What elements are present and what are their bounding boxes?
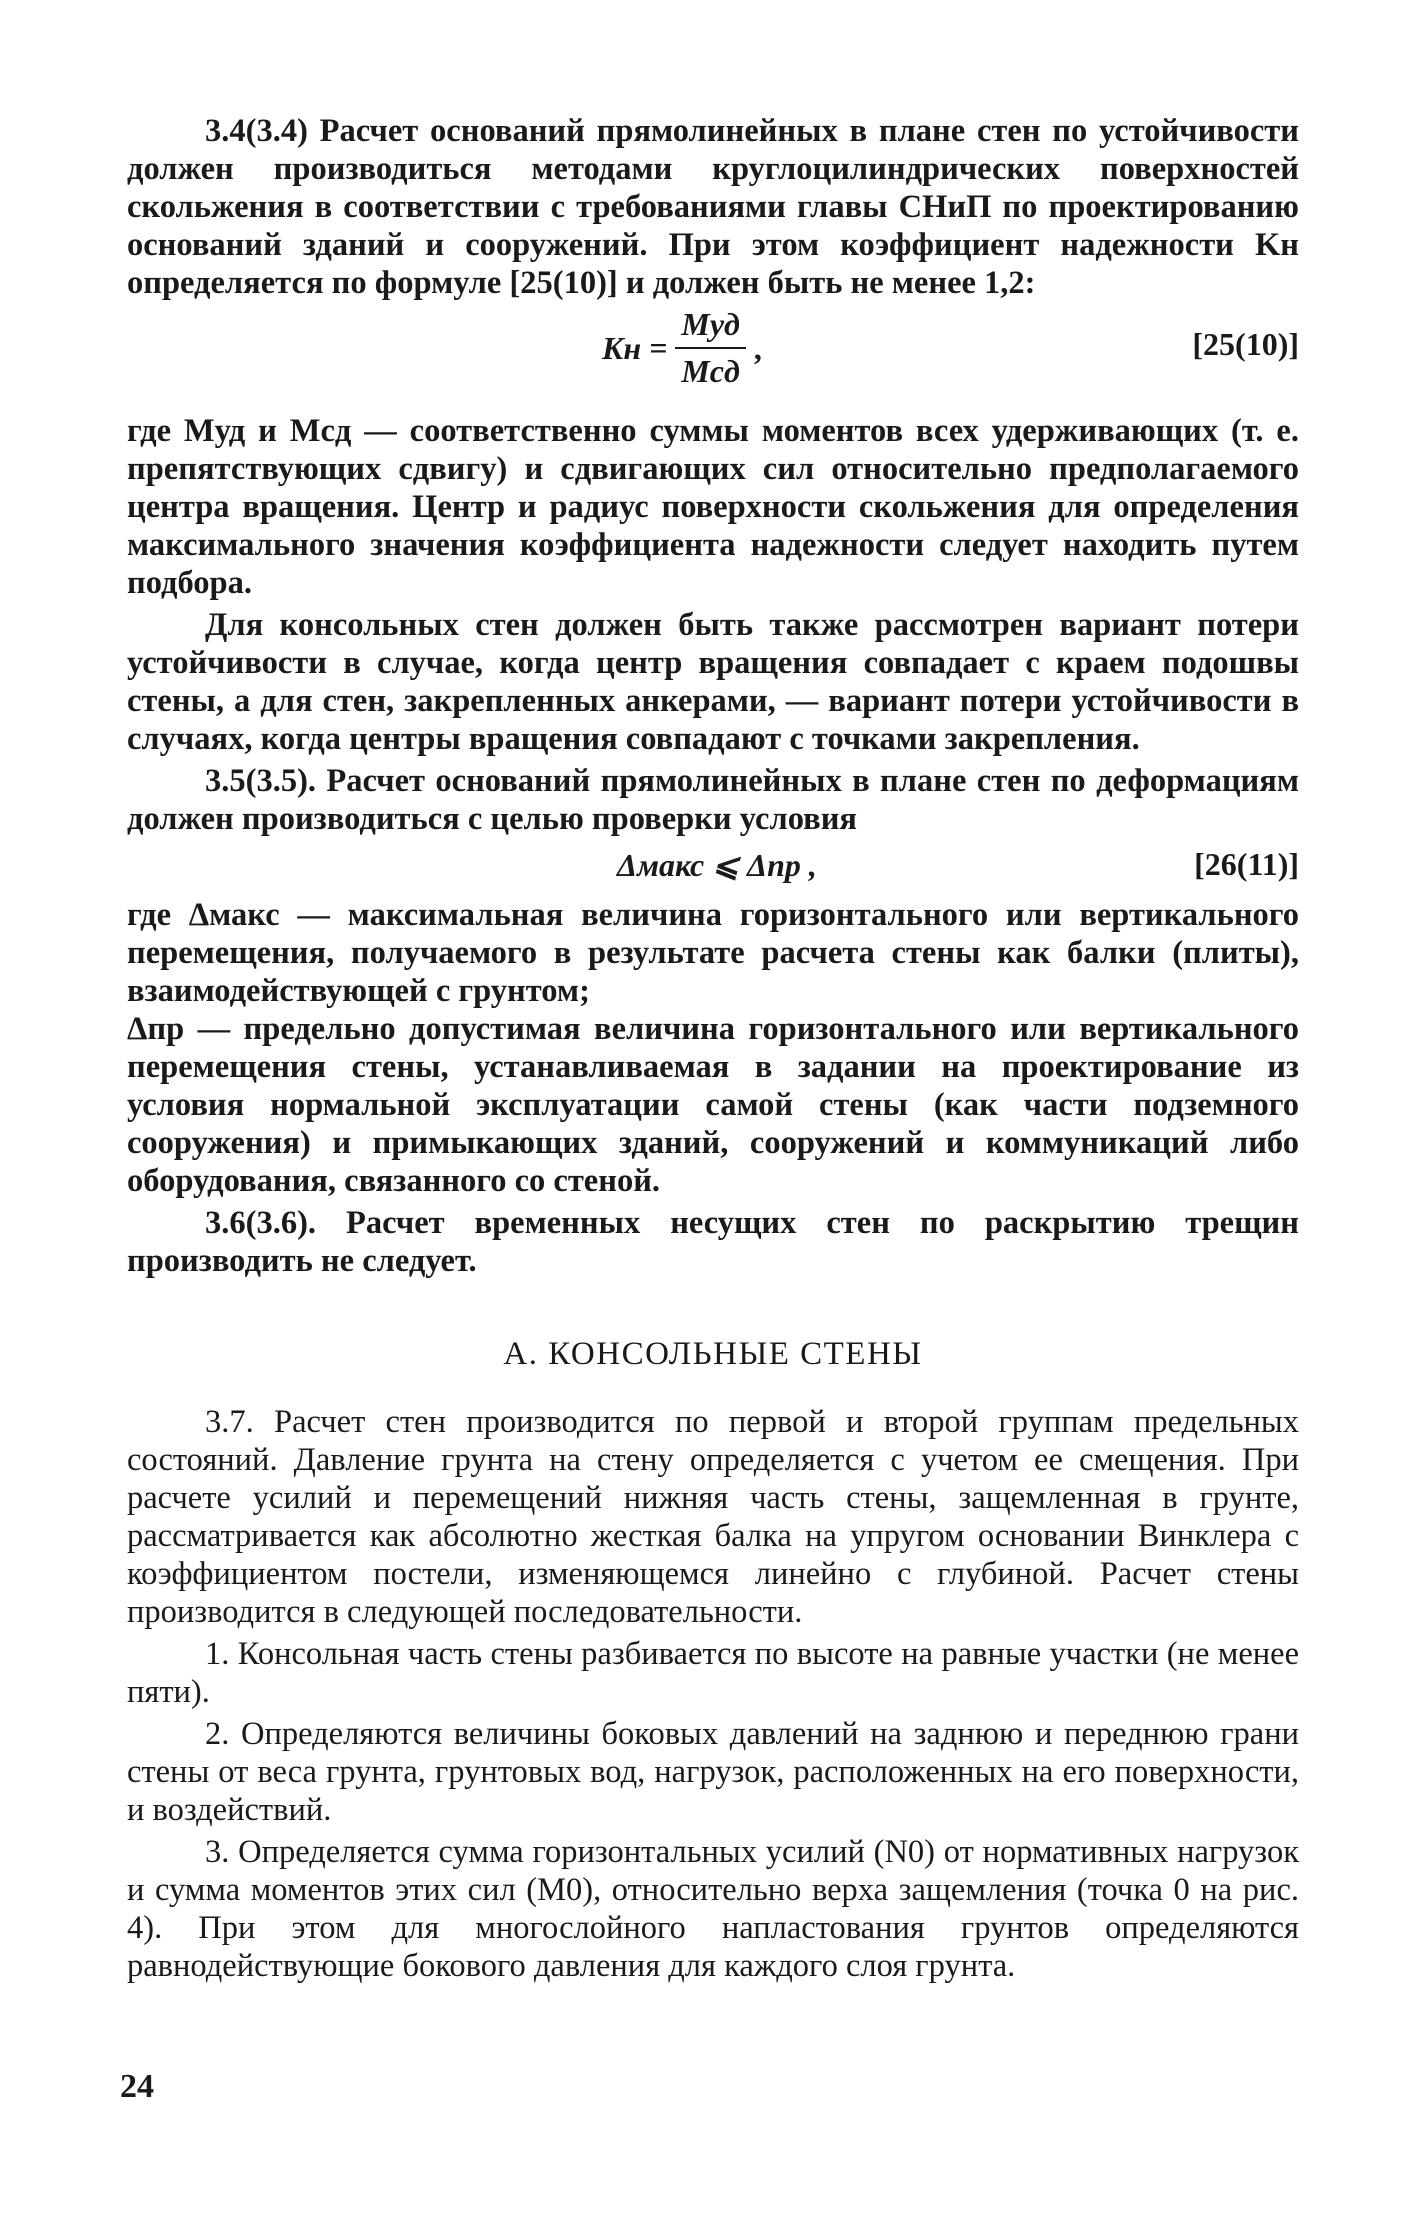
fraction-stack (675, 306, 746, 390)
paragraph-console-walls: Для консольных стен должен быть также рассмотрен вариант потери устойчивости в случае, когда центр вращения совпадает с краем подошвы стены, а для стен, закрепленных анкерами, — вариант потери устойчивости в случаях, когда центры вращения совпадают с точками закрепления. (127, 607, 1299, 757)
document-page (127, 112, 1299, 1985)
paragraph-3-5: 3.5(3.5). Расчет оснований прямолинейных в плане стен по деформациям должен производиться с целью проверки условия (127, 763, 1299, 837)
list-item-1: 1. Консольная часть стены разбивается по высоте на равные участки (не менее пяти). (127, 1636, 1299, 1710)
section-regular-text (127, 1403, 1299, 1985)
paragraph-delta-pr: Δпр — предельно допустимая величина горизонтального или вертикального перемещения стены, устанавливаемая в задании на проектирование из условия нормальной эксплуатации самой стены (как части подземного сооружения) и примыкающих зданий, сооружений и коммуникаций либо оборудования, связанного со стеной. (127, 1011, 1299, 1199)
page-number: 24 (120, 2068, 154, 2105)
formula-number: [26(11)] (1194, 846, 1299, 882)
formula-26-11 (127, 838, 1299, 896)
paragraph-3-4: 3.4(3.4) Расчет оснований прямолинейных в плане стен по устойчивости должен производиться методами круглоцилиндрических поверхностей скольжения в соответствии с требованиями главы СНиП по проектированию оснований зданий и сооружений. При этом коэффициент надежности Kн определяется по формуле [25(10)] и должен быть не менее 1,2: (127, 113, 1299, 301)
list-item-3: 3. Определяется сумма горизонтальных усилий (N0) от нормативных нагрузок и сумма моментов этих сил (M0), относительно верха защемления (точка 0 на рис. 4). При этом для многослойного напластования грунтов определяются равнодействующие бокового давления для каждого слоя грунта. (127, 1834, 1299, 1984)
paragraph-where-1: где Mуд и Mсд — соответственно суммы моментов всех удерживающих (т. е. препятствующих сдвигу) и сдвигающих сил относительно предполагаемого центра вращения. Центр и радиус поверхности скольжения для определения максимального значения коэффициента надежности следует находить путем подбора. (127, 413, 1299, 601)
section-heading: А. КОНСОЛЬНЫЕ СТЕНЫ (503, 1336, 923, 1372)
fraction-numerator: Mуд (681, 306, 740, 342)
formula-fraction (602, 306, 762, 390)
formula-suffix: , (753, 329, 762, 366)
section-bold-text (127, 112, 1299, 1280)
fraction-denominator: Mсд (675, 347, 746, 390)
paragraph-3-6: 3.6(3.6). Расчет временных несущих стен по раскрытию трещин производить не следует. (127, 1205, 1299, 1279)
list-item-2: 2. Определяются величины боковых давлений на заднюю и переднюю грани стены от веса грунта, грунтовых вод, нагрузок, расположенных на его поверхности, и воздействий. (127, 1716, 1299, 1828)
formula-number: [25(10)] (1192, 326, 1299, 362)
paragraph-where-2: где Δмакс — максимальная величина горизонтального или вертикального перемещения, получаемого в результате расчета стены как балки (плиты), взаимодействующей с грунтом; (127, 897, 1299, 1009)
paragraph-3-7: 3.7. Расчет стен производится по первой и второй группам предельных состояний. Давление грунта на стену определяется с учетом ее смещения. При расчете усилий и перемещений нижняя часть стены, защемленная в грунте, рассматривается как абсолютно жесткая балка на упругом основании Винклера с коэффициентом постели, изменяющемся линейно с глубиной. Расчет стены производится в следующей последовательности. (127, 1404, 1299, 1630)
formula-expression: Δмакс ⩽ Δпр , (617, 847, 817, 883)
formula-25-10 (127, 302, 1299, 412)
formula-lhs: Kн = (602, 329, 668, 366)
